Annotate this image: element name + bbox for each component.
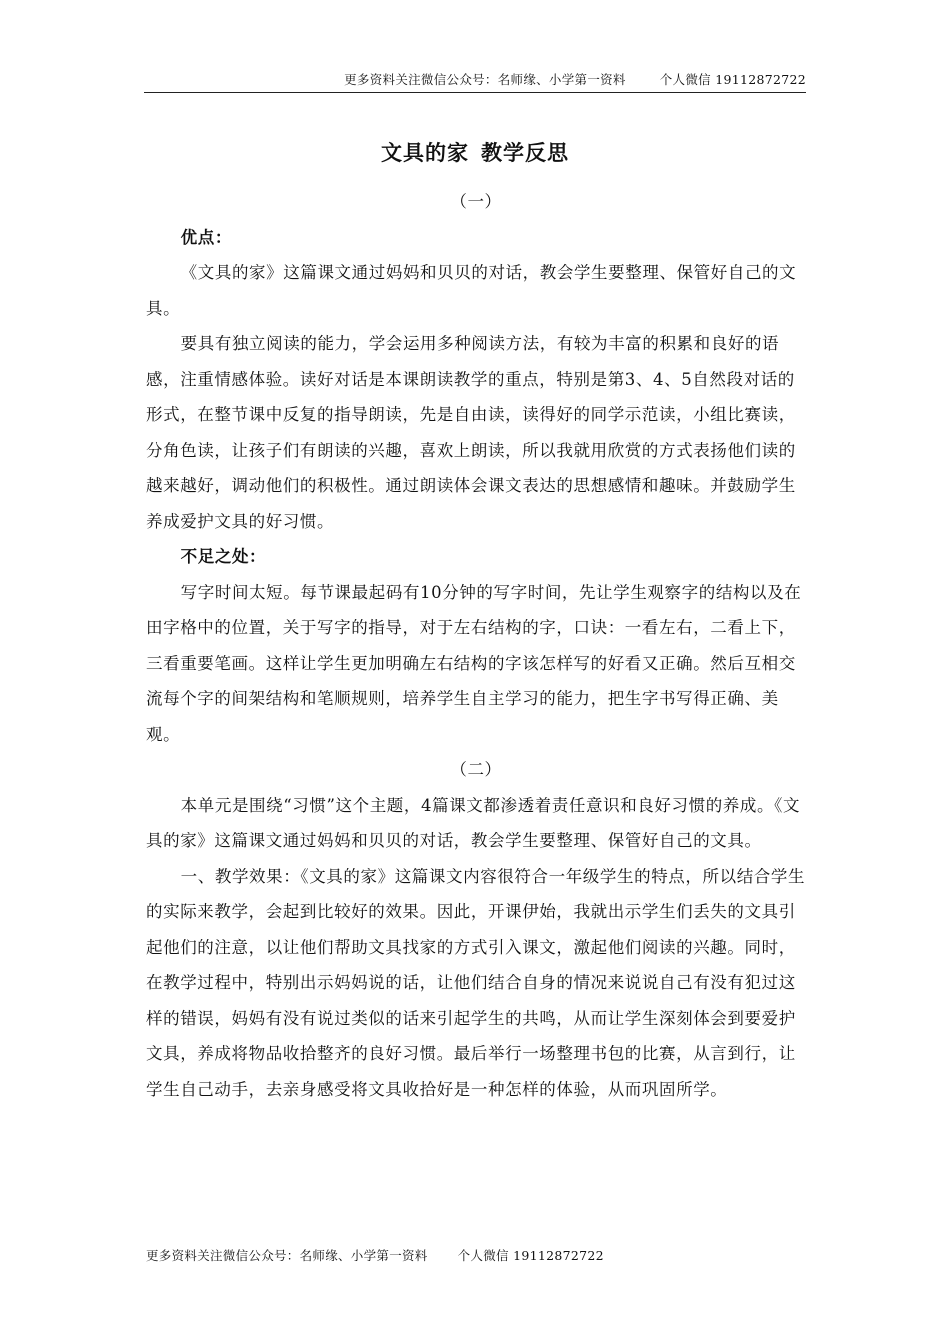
paragraph-5: 一、教学效果：《文具的家》这篇课文内容很符合一年级学生的特点，所以结合学生的实际来教学，会起到比较好的效果。因此，开课伊始，我就出示学生们丢失的文具引起他们的注意，以让他们帮助文具找家的方式引入课文，激起他们阅读的兴趣。同时，在教学过程中，特别出示妈妈说的话，让他们结合自身的情况来说说自己有没有犯过这样的错误，妈妈有没有说过类似的话来引起学生的共鸣，从而让学生深刻体会到要爱护文具，养成将物品收拾整齐的良好习惯。最后举行一场整理书包的比赛，从言到行，让学生自己动手，去亲身感受将文具收拾好是一种怎样的体验，从而巩固所学。 xyxy=(146,866,806,1099)
paragraph-3: 写字时间太短。每节课最起码有10分钟的写字时间，先让学生观察字的结构以及在田字格中的位置，关于写字的指导，对于左右结构的字，口诀：一看左右，二看上下，三看重要笔画。这样让学生更加明确左右结构的字该怎样写的好看又正确。然后互相交流每个字的间架结构和笔顺规则，培养学生自主学习的能力，把生字书写得正确、美观。 xyxy=(146,582,802,744)
paragraph-2: 要具有独立阅读的能力，学会运用多种阅读方法，有较为丰富的积累和良好的语感，注重情感体验。读好对话是本课朗读教学的重点，特别是第3、4、5自然段对话的形式，在整节课中反复的指导朗读，先是自由读，读得好的同学示范读，小组比赛读，分角色读，让孩子们有朗读的兴趣，喜欢上朗读，所以我就用欣赏的方式表扬他们读的越来越好，调动他们的积极性。通过朗读体会课文表达的思想感情和趣味。并鼓励学生养成爱护文具的好习惯。 xyxy=(146,334,796,531)
section-two-label: （二） xyxy=(450,760,502,779)
section-one-label: （一） xyxy=(450,192,502,211)
page-footer xyxy=(146,1246,604,1264)
title-main: 文具的家 xyxy=(381,141,469,165)
document-title xyxy=(0,137,950,167)
paragraph-1: 《文具的家》这篇课文通过妈妈和贝贝的对话，教会学生要整理、保管好自己的文具。 xyxy=(146,263,797,318)
paragraph-4: 本单元是围绕“习惯”这个主题，4篇课文都渗透着责任意识和良好习惯的养成。《文具的家》这篇课文通过妈妈和贝贝的对话，教会学生要整理、保管好自己的文具。 xyxy=(146,795,801,850)
shortcomings-heading: 不足之处： xyxy=(180,547,267,566)
footer-wechat: 个人微信 19112872722 xyxy=(457,1248,604,1263)
title-sub: 教学反思 xyxy=(481,141,569,165)
header-wechat: 个人微信 19112872722 xyxy=(659,72,806,87)
page-header xyxy=(144,70,806,93)
footer-text: 更多资料关注微信公众号：名师缘、小学第一资料 xyxy=(146,1248,428,1263)
document-body xyxy=(146,184,806,1107)
header-text: 更多资料关注微信公众号：名师缘、小学第一资料 xyxy=(344,72,626,87)
advantages-heading: 优点： xyxy=(180,227,232,247)
